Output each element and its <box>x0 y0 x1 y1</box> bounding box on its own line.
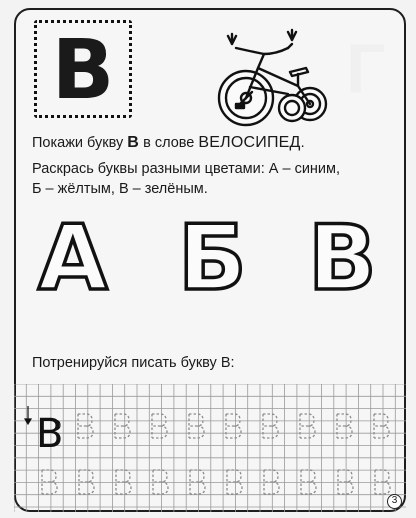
trace-letter <box>226 414 241 438</box>
color-task-line-2: Б – жёлтым, В – зелёным. <box>32 181 208 197</box>
color-task-line-1: Раскрась буквы разными цветами: А – синим, <box>32 161 341 177</box>
letter-box <box>34 20 132 118</box>
big-letter: В <box>51 23 115 118</box>
outline-letter-ve: В <box>308 206 377 311</box>
instruction-prefix: Покажи букву <box>32 135 128 151</box>
trace-letter <box>115 414 130 438</box>
trace-letter <box>78 414 93 438</box>
trace-letter <box>300 414 315 438</box>
trace-letter <box>152 414 167 438</box>
instruction-word: ВЕЛОСИПЕД <box>198 134 301 151</box>
trace-letter <box>263 414 278 438</box>
instruction-letter: В <box>127 134 140 151</box>
outline-letter-be: Б <box>178 206 247 311</box>
page-number: 3 <box>387 494 402 509</box>
instruction-end: . <box>300 135 305 151</box>
sample-letter: В <box>36 411 64 457</box>
instruction-middle: в слове <box>139 135 199 151</box>
tricycle-icon <box>206 24 340 132</box>
worksheet-page <box>14 8 406 512</box>
practice-grid <box>14 384 406 512</box>
instruction-show-letter <box>32 134 305 152</box>
practice-label: Потренируйся писать букву В: <box>32 355 235 371</box>
trace-letter <box>374 414 389 438</box>
trace-letter <box>189 414 204 438</box>
trace-letter <box>337 414 352 438</box>
outline-letter-a: А <box>38 206 108 311</box>
